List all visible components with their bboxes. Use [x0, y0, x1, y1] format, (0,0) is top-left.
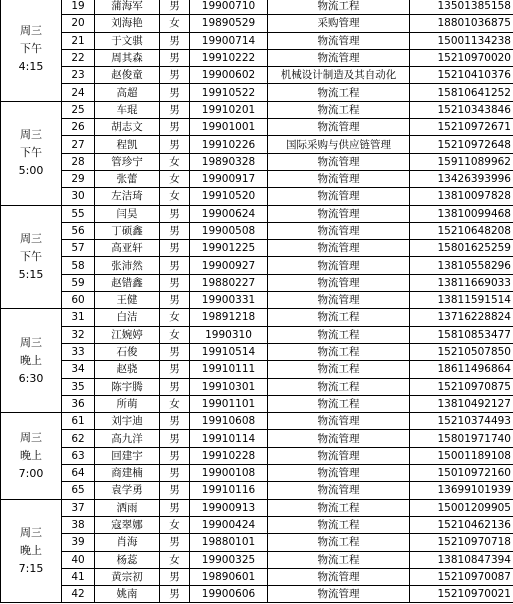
gender: 男 [160, 292, 190, 309]
gender: 男 [160, 586, 190, 603]
row-number: 27 [62, 136, 95, 153]
gender: 男 [160, 482, 190, 499]
phone-number: 13811591514 [410, 292, 513, 309]
session-time-line: 下午 [20, 42, 42, 56]
table-row [1, 378, 513, 395]
birth-date: 19910608 [190, 413, 268, 430]
gender: 男 [160, 119, 190, 136]
table-row [1, 188, 513, 205]
row-number: 23 [62, 67, 95, 84]
row-number: 22 [62, 49, 95, 66]
gender: 女 [160, 516, 190, 533]
row-number: 39 [62, 534, 95, 551]
session-time-cell [1, 205, 62, 309]
table-row [1, 257, 513, 274]
gender: 男 [160, 499, 190, 516]
row-number: 38 [62, 516, 95, 533]
student-name: 黄宗初 [95, 568, 160, 585]
table-row [1, 222, 513, 239]
session-time-cell [1, 499, 62, 603]
birth-date: 19900602 [190, 67, 268, 84]
student-name: 张沛然 [95, 257, 160, 274]
row-number: 59 [62, 274, 95, 291]
major: 物流管理 [268, 119, 410, 136]
birth-date: 19910301 [190, 378, 268, 395]
major: 物流管理 [268, 482, 410, 499]
table-row [1, 516, 513, 533]
session-time-line: 下午 [20, 146, 42, 160]
phone-number: 13501385158 [410, 0, 513, 15]
row-number: 28 [62, 153, 95, 170]
major: 采购管理 [268, 15, 410, 32]
birth-date: 19910111 [190, 361, 268, 378]
student-name: 石俊 [95, 343, 160, 360]
student-name: 丁硕鑫 [95, 222, 160, 239]
phone-number: 15210972648 [410, 136, 513, 153]
session-time-line: 周三 [20, 24, 42, 38]
major: 物流工程 [268, 395, 410, 412]
table-row [1, 15, 513, 32]
table-row [1, 551, 513, 568]
major: 物流管理 [268, 568, 410, 585]
gender: 男 [160, 534, 190, 551]
gender: 女 [160, 153, 190, 170]
gender: 女 [160, 15, 190, 32]
phone-number: 15001209905 [410, 499, 513, 516]
major: 物流工程 [268, 499, 410, 516]
major: 物流管理 [268, 292, 410, 309]
table-row [1, 499, 513, 516]
gender: 男 [160, 222, 190, 239]
table-row [1, 430, 513, 447]
table-row [1, 136, 513, 153]
row-number: 63 [62, 447, 95, 464]
phone-number: 13810558296 [410, 257, 513, 274]
phone-number: 15010972160 [410, 465, 513, 482]
row-number: 34 [62, 361, 95, 378]
phone-number: 15801625259 [410, 240, 513, 257]
birth-date: 19890328 [190, 153, 268, 170]
session-time-cell [1, 0, 62, 101]
phone-number: 13716228824 [410, 309, 513, 326]
gender: 女 [160, 395, 190, 412]
row-number: 60 [62, 292, 95, 309]
major: 物流工程 [268, 534, 410, 551]
phone-number: 18611496864 [410, 361, 513, 378]
table-row [1, 395, 513, 412]
major: 物流管理 [268, 465, 410, 482]
phone-number: 15810853477 [410, 326, 513, 343]
phone-number: 13426393996 [410, 170, 513, 187]
gender: 男 [160, 101, 190, 118]
session-time-line: 周三 [20, 128, 42, 142]
table-row [1, 534, 513, 551]
session-time-line: 周三 [20, 335, 42, 349]
gender: 男 [160, 32, 190, 49]
row-number: 41 [62, 568, 95, 585]
gender: 女 [160, 188, 190, 205]
row-number: 42 [62, 586, 95, 603]
table-row [1, 170, 513, 187]
table-row [1, 361, 513, 378]
phone-number: 15210410376 [410, 67, 513, 84]
table-row [1, 119, 513, 136]
birth-date: 19910222 [190, 49, 268, 66]
phone-number: 15210970718 [410, 534, 513, 551]
table-row [1, 240, 513, 257]
row-number: 65 [62, 482, 95, 499]
birth-date: 19900714 [190, 32, 268, 49]
major: 物流管理 [268, 32, 410, 49]
major: 物流管理 [268, 257, 410, 274]
row-number: 36 [62, 395, 95, 412]
row-number: 26 [62, 119, 95, 136]
major: 物流管理 [268, 447, 410, 464]
student-name: 刘宇迪 [95, 413, 160, 430]
gender: 男 [160, 568, 190, 585]
session-time-line: 周三 [20, 526, 42, 539]
birth-date: 19901001 [190, 119, 268, 136]
row-number: 25 [62, 101, 95, 118]
gender: 男 [160, 430, 190, 447]
schedule-body [1, 0, 513, 603]
gender: 男 [160, 257, 190, 274]
phone-number: 18801036875 [410, 15, 513, 32]
phone-number: 13699101939 [410, 482, 513, 499]
gender: 男 [160, 465, 190, 482]
row-number: 40 [62, 551, 95, 568]
major: 物流管理 [268, 586, 410, 603]
gender: 女 [160, 170, 190, 187]
row-number: 62 [62, 430, 95, 447]
gender: 男 [160, 413, 190, 430]
birth-date: 19891218 [190, 309, 268, 326]
major: 物流管理 [268, 153, 410, 170]
birth-date: 19910226 [190, 136, 268, 153]
student-name: 赵骁 [95, 361, 160, 378]
phone-number: 13810099468 [410, 205, 513, 222]
phone-number: 13810492127 [410, 395, 513, 412]
major: 物流管理 [268, 240, 410, 257]
birth-date: 19900917 [190, 170, 268, 187]
row-number: 35 [62, 378, 95, 395]
phone-number: 15210462136 [410, 516, 513, 533]
major: 物流管理 [268, 430, 410, 447]
birth-date: 19900710 [190, 0, 268, 15]
session-time-line: 晚上 [20, 353, 42, 367]
phone-number: 15210648208 [410, 222, 513, 239]
table-row [1, 101, 513, 118]
gender: 男 [160, 240, 190, 257]
student-name: 蒲海军 [95, 0, 160, 15]
birth-date: 19900325 [190, 551, 268, 568]
student-name: 高超 [95, 84, 160, 101]
session-time-line: 晚上 [20, 448, 42, 462]
birth-date: 19910522 [190, 84, 268, 101]
gender: 男 [160, 136, 190, 153]
gender: 男 [160, 49, 190, 66]
major: 物流管理 [268, 49, 410, 66]
session-time-line: 晚上 [20, 544, 42, 557]
gender: 男 [160, 361, 190, 378]
phone-number: 15210507850 [410, 343, 513, 360]
table-row [1, 274, 513, 291]
major: 物流管理 [268, 205, 410, 222]
gender: 女 [160, 309, 190, 326]
row-number: 64 [62, 465, 95, 482]
table-row [1, 0, 513, 15]
session-time-line: 5:15 [18, 267, 44, 281]
birth-date: 19900624 [190, 205, 268, 222]
row-number: 56 [62, 222, 95, 239]
major: 物流工程 [268, 516, 410, 533]
session-time-line: 7:15 [18, 562, 44, 575]
gender: 男 [160, 378, 190, 395]
student-name: 周其森 [95, 49, 160, 66]
gender: 男 [160, 447, 190, 464]
phone-number: 15210374493 [410, 413, 513, 430]
major: 物流工程 [268, 343, 410, 360]
student-name: 袁学勇 [95, 482, 160, 499]
student-name: 洒雨 [95, 499, 160, 516]
birth-date: 19880227 [190, 274, 268, 291]
phone-number: 15801971740 [410, 430, 513, 447]
birth-date: 19900424 [190, 516, 268, 533]
birth-date: 19910116 [190, 482, 268, 499]
birth-date: 19910228 [190, 447, 268, 464]
major: 机械设计制造及其自动化 [268, 67, 410, 84]
birth-date: 19910514 [190, 343, 268, 360]
session-time-cell [1, 309, 62, 413]
birth-date: 19890529 [190, 15, 268, 32]
student-name: 高九洋 [95, 430, 160, 447]
phone-number: 15810641252 [410, 84, 513, 101]
table-row [1, 568, 513, 585]
row-number: 21 [62, 32, 95, 49]
birth-date: 19900927 [190, 257, 268, 274]
row-number: 30 [62, 188, 95, 205]
row-number: 29 [62, 170, 95, 187]
student-name: 赵错鑫 [95, 274, 160, 291]
student-name: 高亚轩 [95, 240, 160, 257]
phone-number: 15210970087 [410, 568, 513, 585]
phone-number: 15911089962 [410, 153, 513, 170]
student-name: 商建楠 [95, 465, 160, 482]
table-row [1, 84, 513, 101]
birth-date: 1990310 [190, 326, 268, 343]
row-number: 19 [62, 0, 95, 15]
row-number: 33 [62, 343, 95, 360]
student-name: 回建宇 [95, 447, 160, 464]
birth-date: 19910520 [190, 188, 268, 205]
session-time-line: 周三 [20, 430, 42, 444]
student-name: 张蕾 [95, 170, 160, 187]
student-name: 车琨 [95, 101, 160, 118]
gender: 女 [160, 551, 190, 568]
major: 物流工程 [268, 326, 410, 343]
student-name: 左洁琦 [95, 188, 160, 205]
major: 物流工程 [268, 101, 410, 118]
gender: 男 [160, 0, 190, 15]
session-time-line: 5:00 [18, 164, 44, 178]
table-row [1, 586, 513, 603]
birth-date: 19880101 [190, 534, 268, 551]
gender: 男 [160, 84, 190, 101]
birth-date: 19900913 [190, 499, 268, 516]
major: 物流工程 [268, 361, 410, 378]
row-number: 24 [62, 84, 95, 101]
table-row [1, 32, 513, 49]
student-name: 于文骐 [95, 32, 160, 49]
row-number: 58 [62, 257, 95, 274]
student-name: 赵俊童 [95, 67, 160, 84]
row-number: 55 [62, 205, 95, 222]
table-row [1, 309, 513, 326]
student-name: 姚南 [95, 586, 160, 603]
student-name: 江婉婷 [95, 326, 160, 343]
phone-number: 15001189108 [410, 447, 513, 464]
gender: 男 [160, 274, 190, 291]
student-name: 所萌 [95, 395, 160, 412]
table-row [1, 413, 513, 430]
birth-date: 19900508 [190, 222, 268, 239]
phone-number: 15210970020 [410, 49, 513, 66]
student-name: 胡志文 [95, 119, 160, 136]
birth-date: 19900606 [190, 586, 268, 603]
phone-number: 15210970021 [410, 586, 513, 603]
table-row [1, 205, 513, 222]
table-row [1, 49, 513, 66]
row-number: 37 [62, 499, 95, 516]
phone-number: 13810847394 [410, 551, 513, 568]
gender: 男 [160, 67, 190, 84]
row-number: 32 [62, 326, 95, 343]
major: 物流工程 [268, 551, 410, 568]
student-name: 陈宇腾 [95, 378, 160, 395]
row-number: 20 [62, 15, 95, 32]
row-number: 57 [62, 240, 95, 257]
table-row [1, 67, 513, 84]
major: 物流管理 [268, 188, 410, 205]
row-number: 61 [62, 413, 95, 430]
student-name: 刘海艳 [95, 15, 160, 32]
table-row [1, 292, 513, 309]
session-time-line: 4:15 [18, 60, 44, 74]
student-name: 程凯 [95, 136, 160, 153]
major: 物流管理 [268, 413, 410, 430]
major: 国际采购与供应链管理 [268, 136, 410, 153]
birth-date: 19910114 [190, 430, 268, 447]
student-name: 寇翠娜 [95, 516, 160, 533]
birth-date: 19890601 [190, 568, 268, 585]
major: 物流工程 [268, 84, 410, 101]
row-number: 31 [62, 309, 95, 326]
birth-date: 19900331 [190, 292, 268, 309]
major: 物流工程 [268, 378, 410, 395]
session-time-cell [1, 101, 62, 205]
phone-number: 15210970875 [410, 378, 513, 395]
table-row [1, 153, 513, 170]
table-row [1, 465, 513, 482]
table-row [1, 447, 513, 464]
birth-date: 19900108 [190, 465, 268, 482]
major: 物流管理 [268, 170, 410, 187]
gender: 男 [160, 343, 190, 360]
session-time-line: 周三 [20, 231, 42, 245]
student-name: 肖海 [95, 534, 160, 551]
birth-date: 19901225 [190, 240, 268, 257]
table-row [1, 343, 513, 360]
gender: 女 [160, 326, 190, 343]
birth-date: 19901101 [190, 395, 268, 412]
phone-number: 13811669033 [410, 274, 513, 291]
phone-number: 13810097828 [410, 188, 513, 205]
session-time-line: 下午 [20, 249, 42, 263]
student-name: 白洁 [95, 309, 160, 326]
session-time-cell [1, 413, 62, 499]
student-name: 王健 [95, 292, 160, 309]
phone-number: 15210343846 [410, 101, 513, 118]
student-name: 管珍宁 [95, 153, 160, 170]
session-time-line: 6:30 [18, 371, 44, 385]
phone-number: 15001134238 [410, 32, 513, 49]
student-name: 杨蕊 [95, 551, 160, 568]
major: 物流管理 [268, 274, 410, 291]
major: 物流管理 [268, 222, 410, 239]
major: 物流工程 [268, 309, 410, 326]
table-row [1, 326, 513, 343]
gender: 男 [160, 205, 190, 222]
birth-date: 19910201 [190, 101, 268, 118]
session-time-line: 7:00 [18, 466, 44, 480]
student-name: 闫昊 [95, 205, 160, 222]
phone-number: 15210972671 [410, 119, 513, 136]
table-row [1, 482, 513, 499]
major: 物流工程 [268, 0, 410, 15]
